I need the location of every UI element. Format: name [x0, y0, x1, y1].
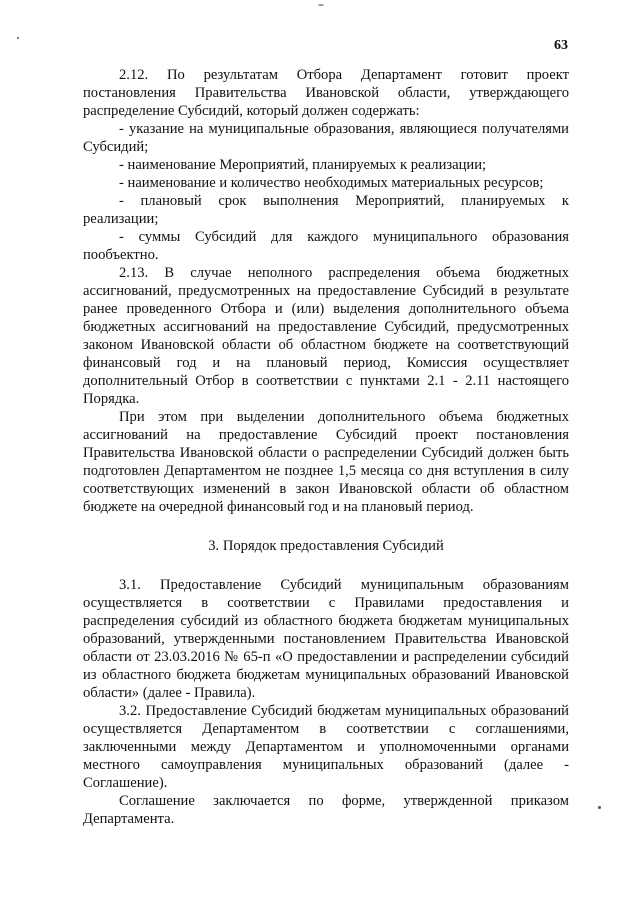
paragraphs-after — [83, 576, 569, 828]
page-number: 63 — [554, 38, 568, 53]
paragraph-2-13: 2.13. В случае неполного распределения объема бюджетных ассигнований, предусмотренных на предоставление Субсидий в результате ранее проведенного Отбора и (или) выделения дополнительного объема бюджетных ассигнований на предоставление Субсидий, предусмотренных законом Ивановской области об областном бюджете на соответствующий финансовый год и на плановый период, Комиссия осуществляет дополнительный Отбор в соответствии с пунктами 2.1 - 2.11 настоящего Порядка. — [83, 265, 569, 407]
section-heading: 3. Порядок предоставления Субсидий — [208, 538, 444, 554]
paragraph-item-3: - наименование и количество необходимых материальных ресурсов; — [119, 175, 544, 191]
paragraph-agreement: Соглашение заключается по форме, утвержденной приказом Департамента. — [83, 793, 569, 827]
paragraph-item-1: - указание на муниципальные образования, являющиеся получателями Субсидий; — [83, 121, 569, 155]
paragraphs-before — [83, 66, 569, 516]
paragraph-2-12: 2.12. По результатам Отбора Департамент готовит проект постановления Правительства Ивановской области, утверждающего распределение Субсидий, который должен содержать: — [83, 67, 569, 119]
scan-speck — [598, 806, 601, 809]
document-body — [83, 66, 569, 828]
paragraph-item-4: - плановый срок выполнения Мероприятий, планируемых к реализации; — [83, 193, 569, 227]
paragraph-additional: При этом при выделении дополнительного объема бюджетных ассигнований на предоставление Субсидий проект постановления Правительства Ивановской области о распределении Субсидий должен быть подготовлен Департаментом не позднее 1,5 месяца со дня вступления в силу соответствующих изменений в закон Ивановской области об областном бюджете на очередной финансовый год и на плановый период. — [83, 409, 569, 515]
paragraph-item-2: - наименование Мероприятий, планируемых к реализации; — [119, 157, 487, 173]
paragraph-3-2: 3.2. Предоставление Субсидий бюджетам муниципальных образований осуществляется Департаментом в соответствии с соглашениями, заключенными между Департаментом и уполномоченными органами местного самоуправления муниципальных образований (далее - Соглашение). — [83, 703, 569, 791]
scan-speck — [17, 37, 19, 39]
paragraph-item-5: - суммы Субсидий для каждого муниципального образования пообъектно. — [83, 229, 569, 263]
paragraph-3-1: 3.1. Предоставление Субсидий муниципальным образованиям осуществляется в соответствии с Правилами предоставления и распределения субсидий из областного бюджета бюджетам муниципальных образований, утвержденными постановлением Правительства Ивановской области от 23.03.2016 № 65-п «О предоставлении и распределении субсидий из областного бюджета бюджетам муниципальных образований Ивановской области» (далее - Правила). — [83, 577, 569, 701]
scan-speck — [318, 4, 324, 6]
